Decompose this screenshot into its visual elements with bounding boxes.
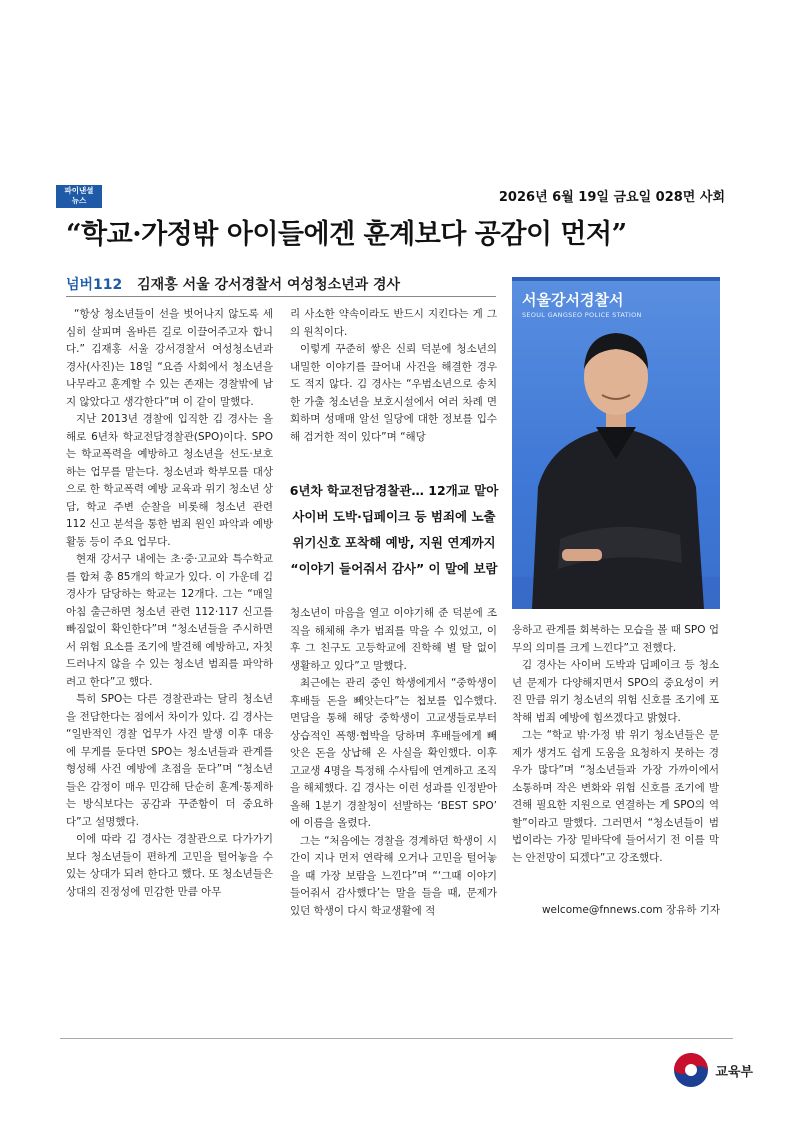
column-corner xyxy=(66,274,400,294)
police-station-sign: 서울강서경찰서 xyxy=(522,291,624,309)
paragraph: 지난 2013년 경찰에 입직한 김 경사는 올해로 6년차 학교전담경찰관(SPO)이다. SPO는 학교폭력을 예방하고 청소년을 선도·보호하는 업무를 맡는다. 청소년과 학부모를 대상으로 한 학교폭력 예방 교육과 위기 청소년 상담, 학교 주변 순찰을 비롯해 청소년 관련 112 신고 분석을 통한 범죄 원인 파악과 예방 활동 등이 주요 업무다. xyxy=(66,413,273,548)
body-column-3 xyxy=(512,622,719,867)
corner-tag: 넘버112 xyxy=(66,277,123,293)
paragraph: 김 경사는 사이버 도박과 딥페이크 등 청소년 문제가 다양해지면서 SPO의 중요성이 커진 만큼 위기 청소년의 위험 신호를 조기에 포착해 범죄 예방에 힘쓰겠다고 밝혔다. xyxy=(512,659,719,724)
body-column-2-top xyxy=(290,306,497,446)
paragraph: 이에 따라 김 경사는 경찰관으로 다가가기보다 청소년들이 편하게 고민을 털어놓을 수 있는 상대가 되려 한다고 했다. 또 청소년들은 상대의 진정성에 민감한 만큼 아무 xyxy=(66,833,273,898)
paragraph: 청소년이 마음을 열고 이야기해 준 덕분에 조직을 해체해 추가 범죄를 막을 수 있었고, 이후 그 친구도 고등학교에 진학해 별 탈 없이 생활하고 있다”고 말했다. xyxy=(290,607,497,672)
paragraph: “항상 청소년들이 선을 벗어나지 않도록 세심히 살피며 올바른 길로 이끌어주고자 합니다.” 김재홍 서울 강서경찰서 여성청소년과 경사(사진)는 18일 “요즘 사회에서 청소년을 나무라고 훈계할 수 있는 존재는 경찰밖에 남지 않았다고 생각한다”며 이 같이 말했다. xyxy=(66,308,273,408)
ministry-label: 교육부 xyxy=(715,1064,753,1080)
body-column-1 xyxy=(66,306,273,901)
corner-subject: 김재홍 서울 강서경찰서 여성청소년과 경사 xyxy=(137,277,401,293)
paragraph: 리 사소한 약속이라도 반드시 지킨다는 게 그의 원칙이다. xyxy=(290,308,497,338)
body-column-2-bottom xyxy=(290,605,497,920)
header-divider xyxy=(66,296,496,297)
ministry-emblem-icon xyxy=(673,1052,709,1088)
dateline: 2026년 6월 19일 금요일 028면 사회 xyxy=(498,190,725,205)
logo-line1: 파이낸셜 xyxy=(64,186,94,195)
subheadline: 사이버 도박·딥페이크 등 범죄에 노출 xyxy=(292,509,496,524)
footer xyxy=(673,1052,753,1088)
paragraph: 최근에는 관리 중인 학생에게서 “중학생이 후배들 돈을 빼앗는다”는 첩보를 입수했다. 면담을 통해 해당 중학생이 고교생들로부터 상습적인 폭행·협박을 당하며 후배들에게 빼앗은 돈을 상납해 온 사실을 확인했다. 이후 고교생 4명을 특정해 수사팀에 연계하고 조직을 해체했다. 김 경사는 이런 성과를 인정받아 올해 1분기 경찰청이 선발하는 ‘BEST SPO’ 에 이름을 올렸다. xyxy=(290,677,497,829)
paragraph: 그는 “처음에는 경찰을 경계하던 학생이 시간이 지나 먼저 연락해 오거나 고민을 털어놓을 때 가장 보람을 느낀다”며 “‘그때 이야기 들어줘서 감사했다’는 말을 들을 때, 문제가 있던 학생이 다시 학교생활에 적 xyxy=(290,834,497,917)
paragraph: 응하고 관계를 회복하는 모습을 볼 때 SPO 업무의 의미를 크게 느낀다”고 전했다. xyxy=(512,624,719,654)
subheadline: “이야기 들어줘서 감사” 이 말에 보람 xyxy=(290,561,498,576)
police-station-sign-english: SEOUL GANGSEO POLICE STATION xyxy=(522,311,642,319)
logo-line2: 뉴스 xyxy=(71,196,87,205)
subheadline: 6년차 학교전담경찰관… 12개교 맡아 xyxy=(289,483,499,498)
headline: “학교·가정밖 아이들에겐 훈계보다 공감이 먼저” xyxy=(66,219,627,250)
subheadline: 위기신호 포착해 예방, 지원 연계까지 xyxy=(292,535,496,550)
officer-photo xyxy=(512,277,720,609)
subheadline-block xyxy=(283,478,505,582)
footer-divider xyxy=(60,1038,733,1039)
paragraph: 특히 SPO는 다른 경찰관과는 달리 청소년을 전담한다는 점에서 차이가 있다. 김 경사는 “일반적인 경찰 업무가 사건 발생 이후 대응에 무게를 둔다면 SPO는 청소년들과 관계를 형성해 사건 예방에 초점을 둔다”며 “청소년들은 감정이 매우 민감해 단순히 훈계·통제하는 방식보다는 공감과 꾸준함이 더 중요하다”고 설명했다. xyxy=(66,693,273,828)
byline: welcome@fnnews.com 장유하 기자 xyxy=(541,904,720,916)
officer-portrait-illustration xyxy=(512,277,720,609)
paragraph: 그는 “학교 밖·가정 밖 위기 청소년들은 문제가 생겨도 쉽게 도움을 요청하지 못하는 경우가 많다”며 “청소년들과 가장 가까이에서 소통하며 작은 변화와 위험 신호를 조기에 발견해 필요한 지원으로 연결하는 게 SPO의 역할”이라고 말했다. 그러면서 “청소년들이 범법이라는 가장 밑바닥에 들어서기 전 이를 막는 안전망이 되겠다”고 강조했다. xyxy=(512,729,719,864)
paragraph: 현재 강서구 내에는 초·중·고교와 특수학교를 합쳐 총 85개의 학교가 있다. 이 가운데 김 경사가 담당하는 학교는 12개다. 그는 “매일 아침 출근하면 청소년 관련 112·117 신고를 빠짐없이 확인한다”며 “청소년들을 주시하면서 위험 요소를 조기에 발견해 예방하고, 자칫 드러나지 않을 수 있는 청소년 범죄를 파악하려고 한다”고 했다. xyxy=(66,553,273,688)
paragraph: 이렇게 꾸준히 쌓은 신뢰 덕분에 청소년의 내밀한 이야기를 끌어내 사건을 해결한 경우도 적지 않다. 김 경사는 “우범소년으로 송치한 가출 청소년을 보호시설에서 여러 차례 면회하며 성매매 알선 일당에 대한 정보를 입수해 검거한 적이 있다”며 “해당 xyxy=(290,343,497,443)
fn-news-logo xyxy=(56,185,102,208)
